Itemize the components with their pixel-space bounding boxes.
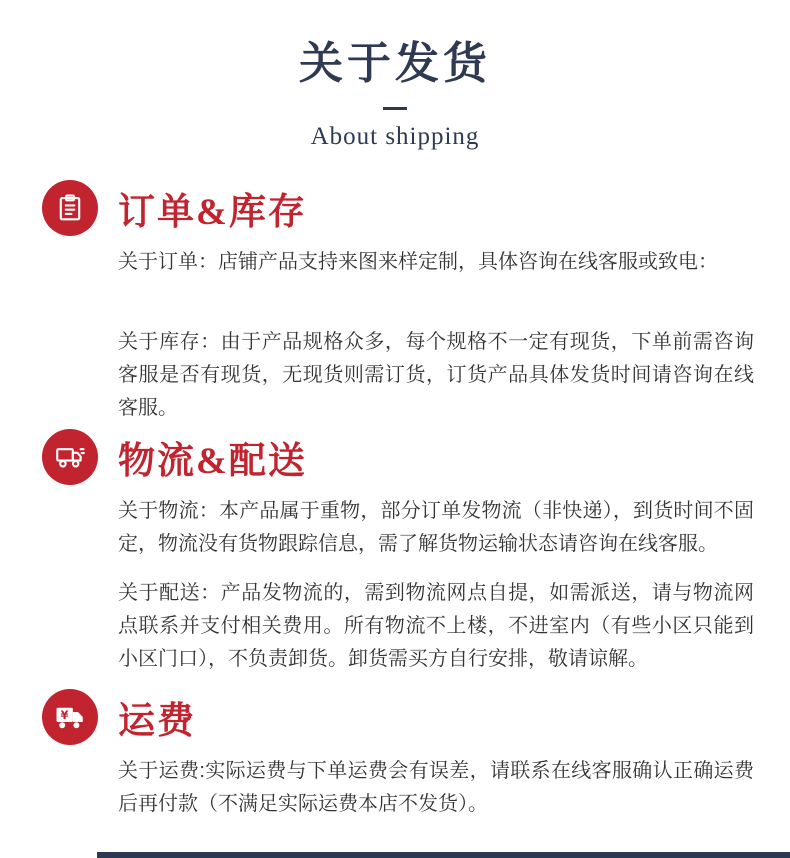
next-section-top-edge bbox=[97, 852, 790, 858]
clipboard-icon bbox=[42, 180, 98, 236]
paragraph-freight-info: 关于运费:实际运费与下单运费会有误差，请联系在线客服确认正确运费后再付款（不满足实际运费本店不发货）。 bbox=[118, 760, 754, 815]
page-subtitle: About shipping bbox=[310, 123, 480, 150]
truck-icon bbox=[42, 429, 98, 485]
page-title: 关于发货 bbox=[299, 39, 491, 88]
section-freight-title: 运费 bbox=[118, 701, 196, 742]
title-divider bbox=[383, 107, 407, 110]
section-orders-inventory-title: 订单&库存 bbox=[118, 192, 307, 233]
paragraph-delivery-info: 关于配送：产品发物流的，需到物流网点自提，如需派送，请与物流网点联系并支付相关费用。所有物流不上楼，不进室内（有些小区只能到小区门口），不负责卸货。卸货需买方自行安排，敬请谅解。 bbox=[118, 582, 754, 670]
section-logistics-delivery-body bbox=[118, 495, 754, 676]
section-freight-header bbox=[42, 689, 754, 745]
paragraph-inventory-info: 关于库存：由于产品规格众多，每个规格不一定有现货，下单前需咨询客服是否有现货，无现货则需订货，订货产品具体发货时间请咨询在线客服。 bbox=[118, 331, 754, 419]
section-orders-inventory bbox=[42, 180, 754, 425]
section-orders-inventory-body bbox=[118, 246, 754, 425]
svg-text:¥: ¥ bbox=[60, 707, 69, 722]
section-logistics-delivery bbox=[42, 429, 754, 676]
section-logistics-delivery-header bbox=[42, 429, 754, 485]
paragraph-order-info: 关于订单：店铺产品支持来图来样定制，具体咨询在线客服或致电： bbox=[118, 251, 718, 273]
section-orders-inventory-header bbox=[42, 180, 754, 236]
section-freight bbox=[42, 689, 754, 821]
page-header bbox=[0, 0, 790, 154]
paragraph-logistics-info: 关于物流：本产品属于重物，部分订单发物流（非快递），到货时间不固定，物流没有货物跟踪信息，需了解货物运输状态请咨询在线客服。 bbox=[118, 500, 754, 555]
freight-truck-yen-icon bbox=[42, 689, 98, 745]
section-logistics-delivery-title: 物流&配送 bbox=[118, 441, 307, 482]
section-freight-body bbox=[118, 755, 754, 821]
